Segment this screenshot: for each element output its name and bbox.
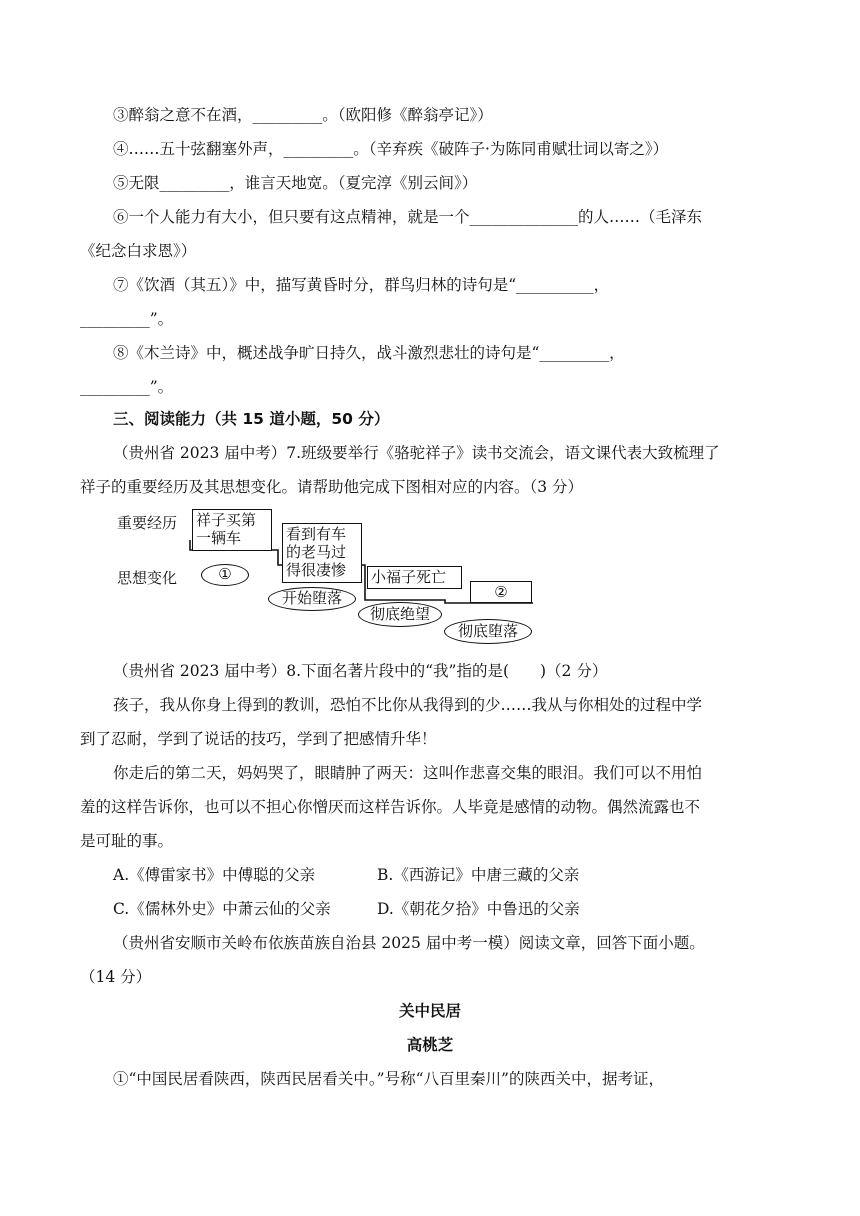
thought-oval-4: 彻底堕落 — [444, 619, 532, 644]
fill-in-item-6: ⑥一个人能力有大小，但只要有这点精神，就是一个______________的人……（毛泽东 — [113, 208, 703, 226]
excerpt-paragraph-2-cont1: 羞的这样告诉你，也可以不担心你憎厌而这样告诉你。人毕竟是感情的动物。偶然流露也不 — [80, 798, 701, 816]
passage-author: 高桃芝 — [406, 1036, 454, 1054]
excerpt-paragraph-2-cont2: 是可耻的事。 — [80, 832, 174, 850]
option-a: A.《傅雷家书》中傅聪的父亲 — [113, 866, 316, 884]
excerpt-paragraph-1: 孩子，我从你身上得到的教训，恐怕不比你从我得到的少……我从与你相处的过程中学 — [113, 696, 703, 714]
question-7-stem: （贵州省 2023 届中考）7.班级要举行《骆驼祥子》读书交流会，语文课代表大致梳理了 — [113, 444, 720, 462]
passage-paragraph-1: ①“中国民居看陕西，陕西民居看关中。”号称“八百里秦川”的陕西关中，据考证， — [113, 1070, 664, 1088]
xiangzi-flow-diagram — [113, 507, 543, 649]
fill-in-item-7: ⑦《饮酒（其五）》中，描写黄昏时分，群鸟归林的诗句是“__________， — [113, 276, 610, 294]
thought-oval-3: 彻底绝望 — [358, 602, 442, 627]
fill-in-item-3: ③醉翁之意不在酒，_________。（欧阳修《醉翁亭记》） — [113, 106, 493, 124]
option-c: C.《儒林外史》中萧云仙的父亲 — [113, 900, 331, 918]
fill-in-item-8: ⑧《木兰诗》中，概述战争旷日持久，战斗激烈悲壮的诗句是“_________， — [113, 344, 625, 362]
option-d: D.《朝花夕拾》中鲁迅的父亲 — [377, 900, 580, 918]
fill-in-item-5: ⑤无限_________，谁言天地宽。（夏完淳《别云间》） — [113, 174, 478, 192]
fill-in-item-8-cont: _________”。 — [80, 378, 174, 396]
thought-oval-blank-1: ① — [201, 564, 249, 586]
fill-in-item-4: ④……五十弦翻塞外声，_________。（辛弃疾《破阵子·为陈同甫赋壮词以寄之》） — [113, 140, 669, 158]
label-important-experience: 重要经历 — [117, 514, 178, 532]
experience-box-1: 祥子买第 一辆车 — [192, 509, 272, 551]
excerpt-paragraph-2: 你走后的第二天，妈妈哭了，眼睛肿了两天：这叫作悲喜交集的眼泪。我们可以不用怕 — [113, 764, 703, 782]
section-heading: 三、阅读能力（共 15 道小题，50 分） — [113, 410, 390, 428]
experience-box-blank-2: ② — [470, 581, 532, 603]
fill-in-item-7-cont: _________”。 — [80, 310, 174, 328]
thought-oval-2: 开始堕落 — [268, 587, 356, 611]
passage-intro-cont: （14 分） — [80, 968, 152, 986]
question-8-stem: （贵州省 2023 届中考）8.下面名著片段中的“我”指的是( )（2 分） — [113, 662, 608, 680]
fill-in-item-6-cont: 《纪念白求恩》） — [80, 242, 197, 260]
label-thought-change: 思想变化 — [117, 569, 178, 587]
experience-box-3: 小福子死亡 — [367, 566, 462, 589]
option-b: B.《西游记》中唐三藏的父亲 — [377, 866, 580, 884]
excerpt-paragraph-1-cont: 到了忍耐，学到了说话的技巧，学到了把感情升华！ — [80, 730, 437, 748]
passage-intro: （贵州省安顺市关岭布依族苗族自治县 2025 届中考一模）阅读文章，回答下面小题。 — [113, 934, 705, 952]
question-7-stem-cont: 祥子的重要经历及其思想变化。请帮助他完成下图相对应的内容。（3 分） — [80, 478, 584, 496]
passage-title: 关中民居 — [398, 1002, 461, 1020]
experience-box-2: 看到有车 的老马过 得很凄惨 — [282, 523, 362, 583]
